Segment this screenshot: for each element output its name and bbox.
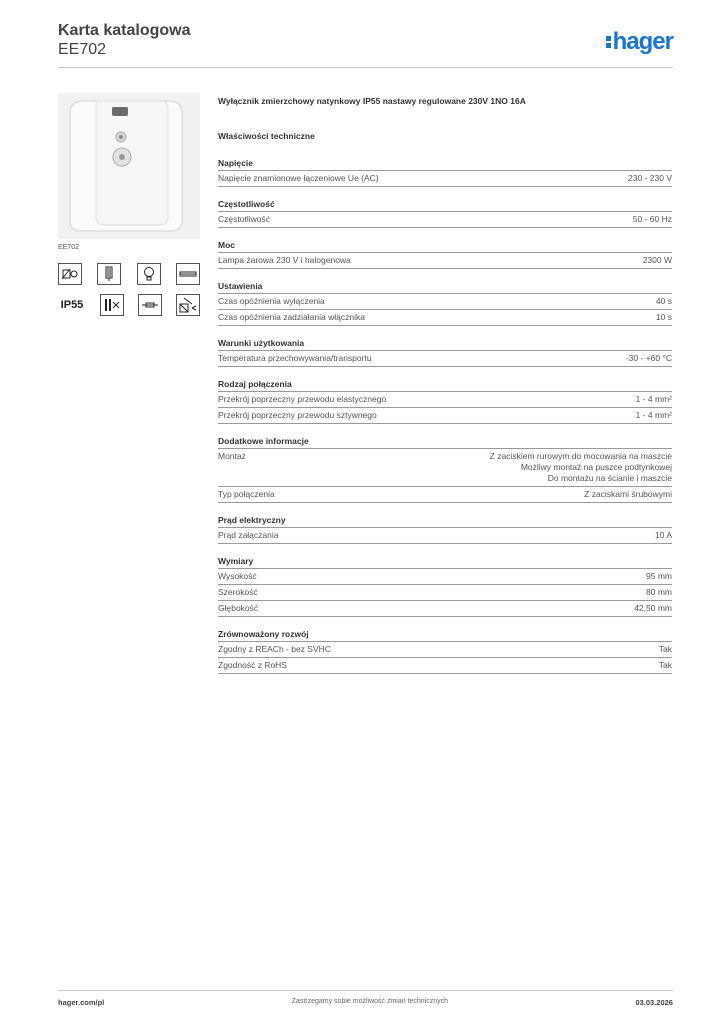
contact-output-icon — [100, 294, 124, 316]
spec-label: Zgodny z REACh - bez SVHC — [218, 644, 331, 654]
spec-row — [218, 253, 672, 269]
footer-date: 03.03.2026 — [635, 998, 673, 1007]
spec-value: 95 mm — [646, 571, 672, 581]
light-sensor-icon — [58, 263, 82, 285]
section-title: Moc — [218, 240, 672, 253]
spec-row — [218, 569, 672, 585]
spec-label: Częstotliwość — [218, 214, 270, 224]
spec-section — [218, 338, 672, 367]
spec-row — [218, 351, 672, 367]
spec-row — [218, 310, 672, 326]
spec-value: 230 - 230 V — [628, 173, 672, 183]
spec-label: Szerokość — [218, 587, 258, 597]
spec-label: Zgodność z RoHS — [218, 660, 287, 670]
spec-row — [218, 528, 672, 544]
section-title: Wymiary — [218, 556, 672, 569]
cable-length-icon — [138, 294, 162, 316]
spec-row — [218, 392, 672, 408]
spec-value: 50 - 60 Hz — [632, 214, 672, 224]
spec-label: Czas opóźnienia zadziałania włącznika — [218, 312, 365, 322]
product-image — [58, 93, 200, 239]
spec-row — [218, 294, 672, 310]
spec-label: Głębokość — [218, 603, 259, 613]
product-code: EE702 — [58, 41, 107, 58]
spec-value: -30 - +60 °C — [625, 353, 672, 363]
fluorescent-lamp-icon — [97, 263, 121, 285]
spec-label: Lampa żarowa 230 V i halogenowa — [218, 255, 351, 265]
spec-row — [218, 658, 672, 674]
spec-label: Czas opóźnienia wyłączenia — [218, 296, 325, 306]
page-title: Karta katalogowa — [58, 22, 191, 39]
spec-value: 10 s — [655, 312, 672, 322]
spec-section — [218, 199, 672, 228]
product-description: Wyłącznik zmierzchowy natynkowy IP55 nastawy regulowane 230V 1NO 16A — [218, 96, 526, 106]
spec-section — [218, 281, 672, 326]
incandescent-bulb-icon — [137, 263, 161, 285]
spec-row — [218, 642, 672, 658]
ip55-badge: IP55 — [60, 299, 84, 311]
section-title: Warunki użytkowania — [218, 338, 672, 351]
logo-dots-icon — [606, 35, 611, 49]
wall-mount-icon — [176, 294, 200, 316]
section-title: Ustawienia — [218, 281, 672, 294]
feature-icons — [58, 263, 200, 325]
spec-row — [218, 585, 672, 601]
section-title: Dodatkowe informacje — [218, 436, 672, 449]
image-caption: EE702 — [58, 244, 80, 251]
spec-label: Przekrój poprzeczny przewodu sztywnego — [218, 410, 377, 420]
spec-value: 40 s — [655, 296, 672, 306]
spec-section — [218, 556, 672, 617]
spec-row — [218, 487, 672, 503]
spec-label: Wysokość — [218, 571, 257, 581]
spec-section — [218, 436, 672, 503]
spec-label: Montaż — [218, 451, 246, 461]
spec-value: 1 - 4 mm² — [635, 410, 672, 420]
spec-row — [218, 601, 672, 617]
section-title: Zrównoważony rozwój — [218, 629, 672, 642]
header — [58, 21, 190, 59]
spec-section — [218, 379, 672, 424]
spec-section — [218, 240, 672, 269]
spec-row — [218, 171, 672, 187]
spec-label: Temperatura przechowywania/transportu — [218, 353, 372, 363]
spec-row — [218, 212, 672, 228]
hager-logo[interactable] — [606, 28, 673, 56]
tech-properties-heading: Właściwości techniczne — [218, 131, 315, 141]
spec-value: 2300 W — [642, 255, 672, 265]
header-divider — [58, 67, 673, 68]
spec-label: Napięcie znamionowe łączeniowe Ue (AC) — [218, 173, 379, 183]
section-title: Prąd elektryczny — [218, 515, 672, 528]
section-title: Rodzaj połączenia — [218, 379, 672, 392]
spec-label: Prąd załączania — [218, 530, 279, 540]
spec-value: Z zaciskiem rurowym do mocowania na maszcie Możliwy montaż na puszce podtynkowej Do montażu na ścianie i maszcie — [489, 451, 672, 483]
spec-value: 10 A — [654, 530, 672, 540]
spec-value: 1 - 4 mm² — [635, 394, 672, 404]
spec-section — [218, 515, 672, 544]
spec-label: Typ połączenia — [218, 489, 275, 499]
spec-section — [218, 629, 672, 674]
logo-text: hager — [612, 28, 673, 55]
spec-content — [218, 96, 672, 686]
section-title: Napięcie — [218, 158, 672, 171]
spec-value: Z zaciskami śrubowymi — [584, 489, 672, 499]
footer — [58, 990, 673, 1007]
footer-disclaimer: Zastrzegamy sobie możliwość zmian technicznych — [291, 998, 449, 1005]
spec-section — [218, 158, 672, 187]
spec-row — [218, 449, 672, 487]
spec-value: Tak — [658, 644, 672, 654]
wire-strip-icon — [176, 263, 200, 285]
spec-value: 80 mm — [646, 587, 672, 597]
spec-value: Tak — [658, 660, 672, 670]
spec-value: 42,50 mm — [634, 603, 672, 613]
section-title: Częstotliwość — [218, 199, 672, 212]
spec-row — [218, 408, 672, 424]
footer-website-link[interactable]: hager.com/pl — [58, 998, 105, 1007]
spec-sections — [218, 158, 672, 674]
spec-label: Przekrój poprzeczny przewodu elastycznego — [218, 394, 387, 404]
